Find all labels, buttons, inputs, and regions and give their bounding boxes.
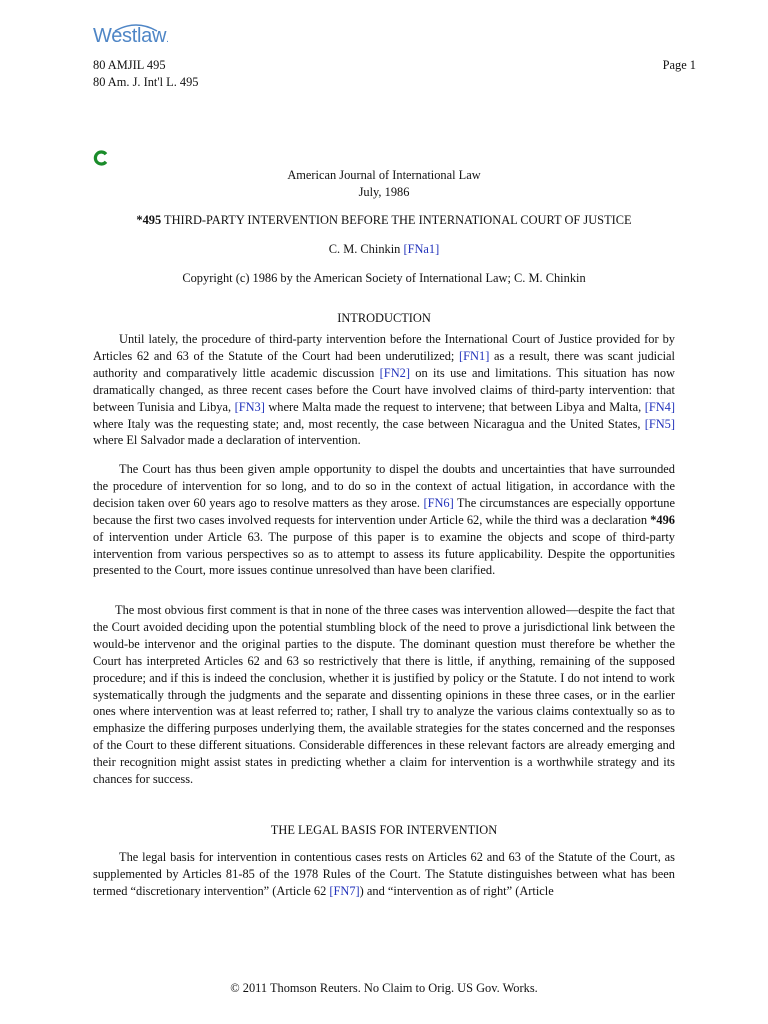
star-page-496: *496 bbox=[650, 512, 675, 527]
paragraph-text: The Court has thus been given ample opportunity to dispel the doubts and uncertainties that have surrounded the procedure of intervention for so long, and to do so in the context of actual litigation, in accordance with the decision taken over 60 years ago to resolve matters as they arose. bbox=[93, 462, 675, 510]
paragraph-2 bbox=[93, 461, 675, 579]
paragraph-4 bbox=[93, 849, 675, 900]
publication-date: July, 1986 bbox=[358, 185, 410, 199]
paragraph-3: The most obvious first comment is that in none of the three cases was intervention allowed—despite the fact that the Court avoided deciding upon the potential stumbling block of the need to prove a jurisdictional link between the would-be intervenor and the original parties to the dispute. The dominant question must therefore be whether the Court has interpreted Articles 62 and 63 so restrictively that there is little, if anything, remaining of the supposed procedure; and if this is indeed the conclusion, whether it is justified by policy or the Statute. I do not intend to work systematically through the judgments and the separate and dissenting opinions in these three cases, or in the earlier ones where intervention was at least referred to; rather, I shall try to analyze the various claims contextually so as to emphasize the differing purposes underlying them, the available strategies for the states concerned and the responses of the Court to these different situations. Considerable differences in these relevant factors are already emerging and their recognition might assist states in predicting whether a claim for intervention is a worthwhile strategy and its chances for success. bbox=[93, 603, 675, 787]
logo-text: Westlaw bbox=[93, 25, 167, 47]
article-title bbox=[93, 212, 675, 229]
footnote-link-fn6[interactable]: [FN6] bbox=[423, 495, 454, 510]
citation-block bbox=[93, 57, 199, 91]
paragraph-text: where Malta made the request to intervene; that between Libya and Malta, bbox=[264, 399, 645, 414]
paragraph-text: where Italy was the requesting state; and, most recently, the case between Nicaragua and the United States, bbox=[93, 416, 645, 431]
paragraph-text: of intervention under Article 63. The purpose of this paper is to examine the objects and scope of third-party intervention from various perspectives so as to attempt to assess its future applicability. Despite the opportunities presented to the Court, more issues continue unresolved than have been clarified. bbox=[93, 529, 675, 578]
footnote-link-fn2[interactable]: [FN2] bbox=[379, 365, 410, 380]
author-name: C. M. Chinkin bbox=[328, 242, 404, 256]
citation-line-1: 80 AMJIL 495 bbox=[93, 58, 166, 72]
paragraph-1 bbox=[93, 331, 675, 449]
footnote-link-fna1[interactable]: [FNa1] bbox=[403, 242, 440, 256]
paragraph-text: Until lately, the procedure of third-party intervention before the International Court of Justice provided for by Articles 62 and 63 of the Statute of the Court had been underutilized; bbox=[93, 332, 675, 363]
footnote-link-fn3[interactable]: [FN3] bbox=[234, 399, 265, 414]
article-title-text: THIRD-PARTY INTERVENTION BEFORE THE INTERNATIONAL COURT OF JUSTICE bbox=[161, 213, 632, 227]
c-status-flag-icon[interactable] bbox=[93, 150, 109, 166]
footnote-link-fn1[interactable]: [FN1] bbox=[459, 348, 490, 363]
westlaw-logo: Westlaw. bbox=[93, 25, 169, 47]
section-heading-legal-basis: THE LEGAL BASIS FOR INTERVENTION bbox=[270, 823, 498, 837]
paragraph-text: ) and “intervention as of right” (Article bbox=[359, 883, 554, 898]
star-page-495: *495 bbox=[136, 213, 162, 227]
footnote-link-fn4[interactable]: [FN4] bbox=[644, 399, 675, 414]
page-number: Page 1 bbox=[662, 58, 696, 72]
section-heading-introduction: INTRODUCTION bbox=[337, 311, 431, 325]
paragraph-text: on its use and limitations. This situation has now dramatically changed, as three recent cases before the Court have involved claims of third-party intervention: that between Tunisia and Libya, bbox=[93, 365, 675, 414]
paragraph-text: as a result, there was scant judicial authority and comparatively little academic discussion bbox=[93, 348, 675, 380]
journal-name: American Journal of International Law bbox=[287, 168, 481, 182]
footnote-link-fn7[interactable]: [FN7] bbox=[329, 883, 360, 898]
citation-line-2: 80 Am. J. Int'l L. 495 bbox=[93, 75, 199, 89]
page-footer: © 2011 Thomson Reuters. No Claim to Orig. US Gov. Works. bbox=[230, 981, 538, 995]
copyright-line: Copyright (c) 1986 by the American Society of International Law; C. M. Chinkin bbox=[182, 271, 586, 285]
author-line bbox=[93, 241, 675, 258]
footnote-link-fn5[interactable]: [FN5] bbox=[644, 416, 675, 431]
paragraph-text: where El Salvador made a declaration of intervention. bbox=[93, 433, 361, 448]
paragraph-text: The legal basis for intervention in contentious cases rests on Articles 62 and 63 of the Statute of the Court, as supplemented by Articles 81-85 of the 1978 Rules of the Court. The Statute distinguishes between what has been termed “discretionary intervention” (Article 62 bbox=[93, 850, 675, 898]
paragraph-text: The circumstances are especially opportune because the first two cases involved requests for intervention under Article 62, while the third was a declaration bbox=[93, 495, 675, 527]
